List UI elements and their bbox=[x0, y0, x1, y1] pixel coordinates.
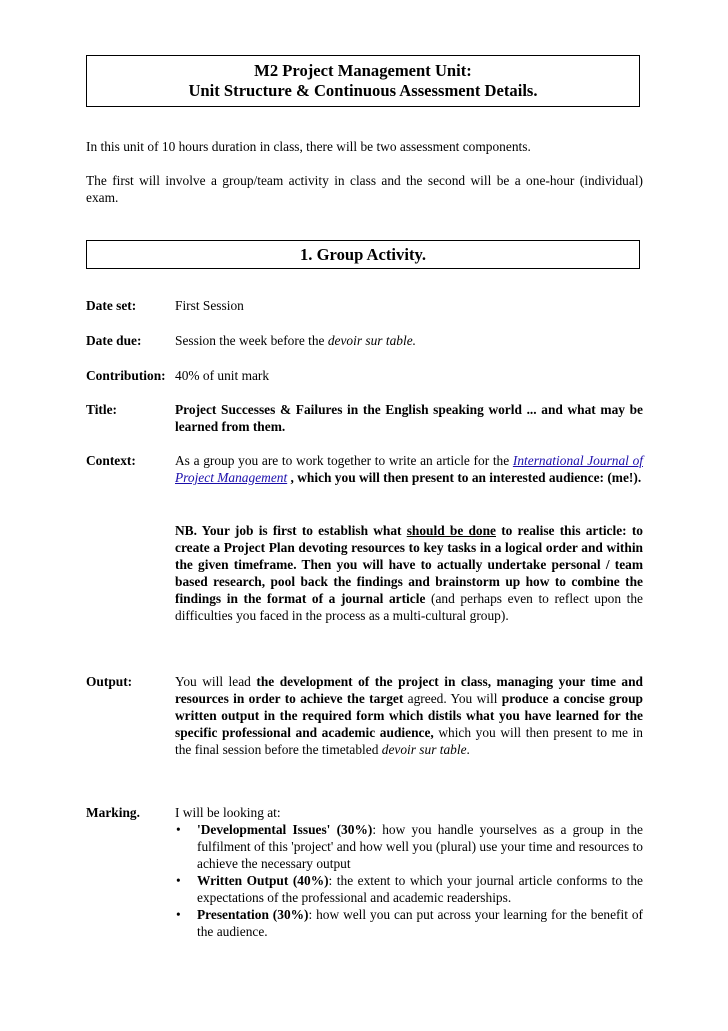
journal-link[interactable]: International Journal of Project Management bbox=[175, 453, 643, 485]
nb-text-1: . Your job is first to establish what bbox=[193, 523, 407, 538]
document-title-line2: Unit Structure & Continuous Assessment Details. bbox=[188, 81, 538, 100]
date-due-label: Date due: bbox=[86, 333, 142, 348]
marking-label: Marking. bbox=[86, 805, 140, 820]
output-italic: devoir sur table bbox=[381, 742, 467, 757]
output-label: Output: bbox=[86, 674, 133, 689]
output-value bbox=[175, 673, 643, 758]
nb-underlined: should be done bbox=[406, 523, 496, 538]
date-due-value bbox=[175, 332, 643, 349]
intro-paragraph-1: In this unit of 10 hours duration in class, there will be two assessment components. bbox=[86, 139, 531, 154]
document-title-line1: M2 Project Management Unit: bbox=[254, 61, 472, 80]
marking-item-developmental bbox=[175, 821, 643, 872]
nb-label: NB bbox=[175, 523, 194, 538]
output-bold-2: produce a concise group written output in the required form which distils what you have learned for the specific professional and academic audience, bbox=[175, 691, 643, 740]
output-bold-1: the development of the project in class, managing your time and resources in order to achieve the target bbox=[175, 674, 643, 706]
document-title-box bbox=[86, 55, 640, 107]
title-value: Project Successes & Failures in the English speaking world ... and what may be learned from them. bbox=[175, 402, 643, 434]
section-heading: 1. Group Activity. bbox=[300, 245, 426, 264]
marking-value bbox=[175, 804, 643, 940]
output-text-3: which you will then present to me in the final session before the timetabled bbox=[175, 725, 643, 757]
output-text-2: agreed. You will bbox=[403, 691, 502, 706]
marking-item-bold: Written Output (40%) bbox=[197, 873, 329, 888]
nb-paragraph bbox=[175, 522, 643, 624]
intro-paragraph-2: The first will involve a group/team activity in class and the second will be a one-hour (individual) exam. bbox=[86, 173, 643, 205]
context-label: Context: bbox=[86, 453, 136, 468]
context-text-1: As a group you are to work together to write an article for the bbox=[175, 453, 513, 468]
title-label: Title: bbox=[86, 402, 117, 417]
date-due-italic: devoir sur table. bbox=[327, 333, 416, 348]
marking-item-text: : the extent to which your journal article conforms to the expectations of the professional and academic readerships. bbox=[197, 873, 643, 905]
output-text-4: . bbox=[466, 742, 470, 757]
marking-list bbox=[175, 821, 643, 940]
marking-item-bold: Presentation (30%) bbox=[197, 907, 309, 922]
section-heading-box bbox=[86, 240, 640, 269]
context-text-2: , which you will then present to an interested audience: (me!) bbox=[287, 470, 638, 485]
date-set-label: Date set: bbox=[86, 298, 137, 313]
marking-intro: I will be looking at: bbox=[175, 805, 281, 820]
nb-text-2: to realise this article: to create a Project Plan devoting resources to key tasks in a logical order and within the given timeframe. Then you will have to actually undertake personal / team based research, pool back the findings and brainstorm up how to combine the findings in the format of a journal article bbox=[175, 523, 643, 606]
nb-text-3: (and perhaps even to reflect upon the difficulties you faced in the process as a multi-cultural group). bbox=[175, 591, 643, 623]
marking-item-text: : how well you can put across your learning for the benefit of the audience. bbox=[197, 907, 643, 939]
output-text-1: You will lead bbox=[175, 674, 257, 689]
marking-item-bold: 'Developmental Issues' (30%) bbox=[197, 822, 373, 837]
date-due-text: Session the week before the bbox=[175, 333, 328, 348]
contribution-label: Contribution: bbox=[86, 368, 166, 383]
contribution-value: 40% of unit mark bbox=[175, 368, 270, 383]
context-text-3: . bbox=[637, 470, 642, 485]
date-set-value: First Session bbox=[175, 298, 244, 313]
marking-item-written bbox=[175, 872, 643, 906]
context-value bbox=[175, 452, 643, 486]
marking-item-text: : how you handle yourselves as a group in the fulfilment of this 'project' and how well you (plural) use your time and resources to achieve the necessary output bbox=[197, 822, 644, 871]
marking-item-presentation bbox=[175, 906, 643, 940]
